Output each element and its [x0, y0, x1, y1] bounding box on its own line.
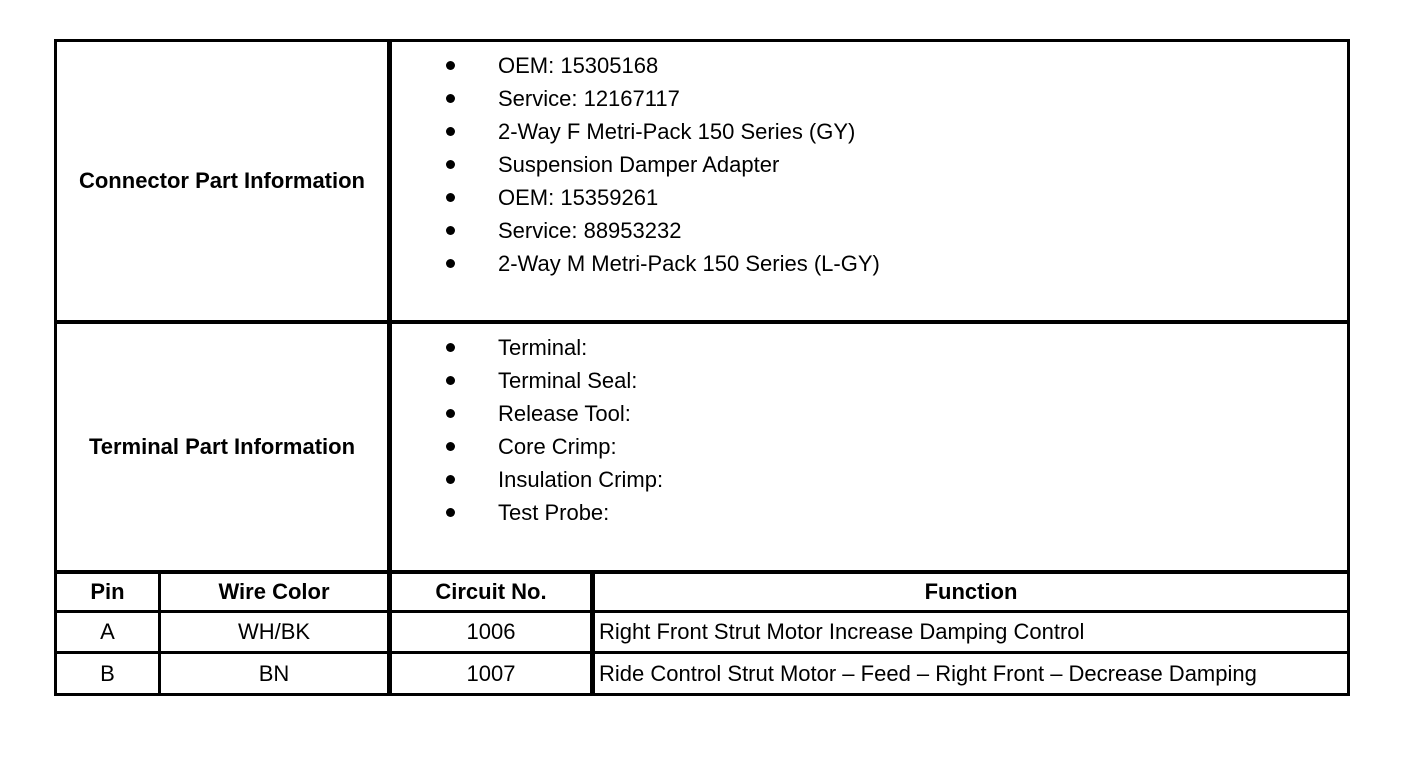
- bullet-icon: [446, 259, 455, 268]
- bullet-icon: [446, 343, 455, 352]
- row-b-circuit: 1007: [466, 660, 516, 686]
- bullet-icon: [446, 409, 455, 418]
- connector-part-list: [446, 49, 880, 280]
- header-function: Function: [924, 579, 1018, 604]
- row-b-pin: B: [100, 660, 115, 686]
- row-a-circuit: 1006: [466, 619, 516, 644]
- list-item: Release Tool:: [446, 397, 663, 430]
- row-a-pin: A: [100, 619, 115, 644]
- header-pin: Pin: [90, 579, 125, 604]
- connector-info-table: [54, 39, 1350, 696]
- row-a-wire-color: WH/BK: [237, 619, 311, 644]
- header-circuit-no: Circuit No.: [435, 579, 547, 604]
- list-item: Service: 12167117: [446, 82, 880, 115]
- list-item: Suspension Damper Adapter: [446, 148, 880, 181]
- list-item: 2-Way F Metri-Pack 150 Series (GY): [446, 115, 880, 148]
- row-a-function: Right Front Strut Motor Increase Damping Control: [599, 619, 1085, 644]
- list-item: Insulation Crimp:: [446, 463, 663, 496]
- row-b-wire-color: BN: [258, 660, 290, 686]
- list-item: Test Probe:: [446, 496, 663, 529]
- list-item: Terminal Seal:: [446, 364, 663, 397]
- bullet-icon: [446, 193, 455, 202]
- terminal-part-list: [446, 331, 663, 529]
- connector-part-info-label: Connector Part Information: [78, 168, 365, 193]
- row-b-function: Ride Control Strut Motor – Feed – Right Front – Decrease Damping: [599, 660, 1257, 686]
- list-item: 2-Way M Metri-Pack 150 Series (L-GY): [446, 247, 880, 280]
- bullet-icon: [446, 61, 455, 70]
- list-item: Service: 88953232: [446, 214, 880, 247]
- bullet-icon: [446, 475, 455, 484]
- bullet-icon: [446, 226, 455, 235]
- bullet-icon: [446, 94, 455, 103]
- bullet-icon: [446, 160, 455, 169]
- list-item: Core Crimp:: [446, 430, 663, 463]
- terminal-part-info-label: Terminal Part Information: [88, 434, 356, 459]
- bullet-icon: [446, 376, 455, 385]
- list-item: Terminal:: [446, 331, 663, 364]
- list-item: OEM: 15359261: [446, 181, 880, 214]
- list-item: OEM: 15305168: [446, 49, 880, 82]
- bullet-icon: [446, 508, 455, 517]
- bullet-icon: [446, 127, 455, 136]
- header-wire-color: Wire Color: [218, 579, 330, 604]
- bullet-icon: [446, 442, 455, 451]
